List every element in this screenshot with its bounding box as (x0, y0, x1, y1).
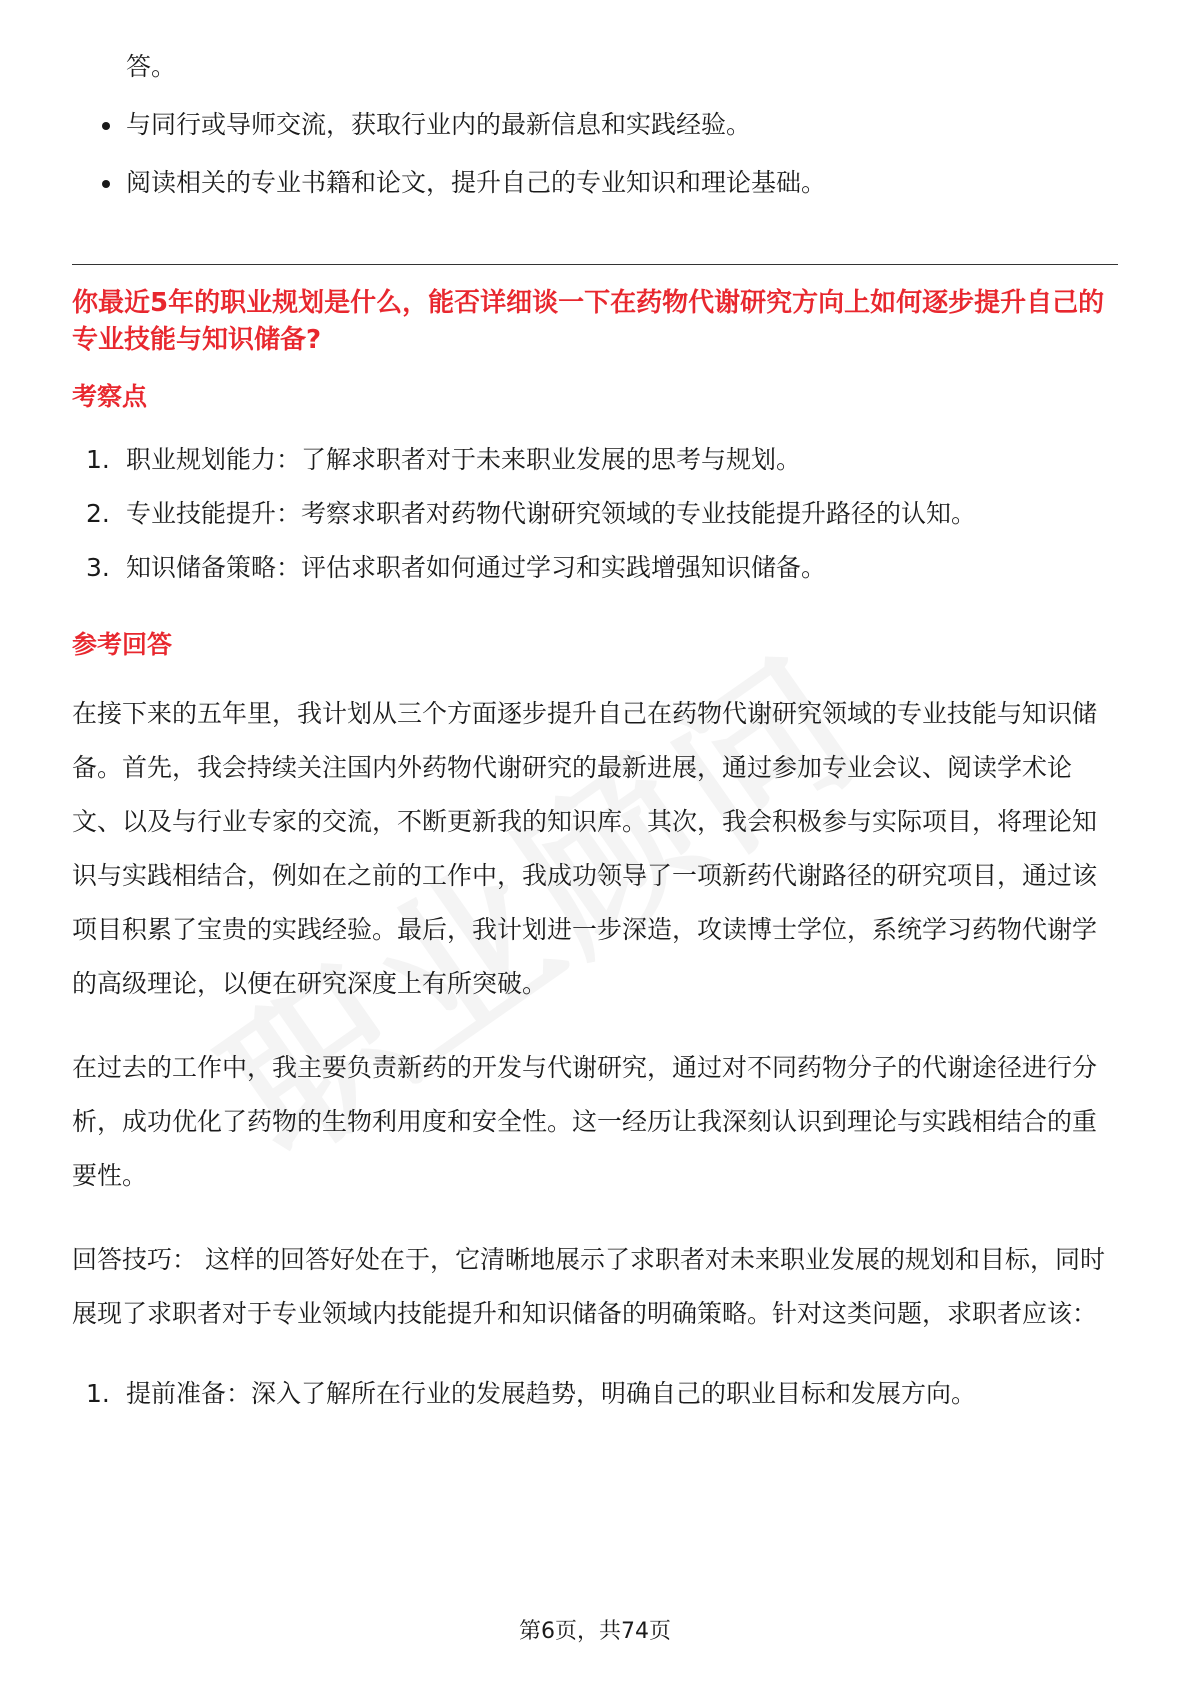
tip-text: 提前准备：深入了解所在行业的发展趋势，明确自己的职业目标和发展方向。 (126, 1379, 977, 1408)
continued-text: 答。 (126, 52, 177, 81)
point-number: 2. (86, 499, 110, 528)
bullet-item: 与同行或导师交流，获取行业内的最新信息和实践经验。 (72, 96, 1118, 154)
points-title: 考察点 (72, 382, 148, 411)
point-text: 职业规划能力：了解求职者对于未来职业发展的思考与规划。 (126, 445, 802, 474)
point-item (72, 433, 1118, 487)
point-item (72, 541, 1118, 595)
point-number: 1. (86, 445, 110, 474)
section-divider (72, 264, 1118, 265)
answer-paragraph: 在过去的工作中，我主要负责新药的开发与代谢研究，通过对不同药物分子的代谢途径进行分析，成功优化了药物的生物利用度和安全性。这一经历让我深刻认识到理论与实践相结合的重要性。 (72, 1053, 1098, 1190)
tip-number: 1. (86, 1379, 110, 1408)
bullet-list (72, 96, 1118, 212)
content (72, 38, 1118, 1421)
point-text: 专业技能提升：考察求职者对药物代谢研究领域的专业技能提升路径的认知。 (126, 499, 977, 528)
point-item (72, 487, 1118, 541)
point-number: 3. (86, 553, 110, 582)
page-footer: 第6页，共74页 (519, 1619, 671, 1644)
answer-paragraph: 在接下来的五年里，我计划从三个方面逐步提升自己在药物代谢研究领域的专业技能与知识储备。首先，我会持续关注国内外药物代谢研究的最新进展，通过参加专业会议、阅读学术论文、以及与行业专家的交流，不断更新我的知识库。其次，我会积极参与实际项目，将理论知识与实践相结合，例如在之前的工作中，我成功领导了一项新药代谢路径的研究项目，通过该项目积累了宝贵的实践经验。最后，我计划进一步深造，攻读博士学位，系统学习药物代谢学的高级理论，以便在研究深度上有所突破。 (72, 699, 1098, 998)
point-text: 知识储备策略：评估求职者如何通过学习和实践增强知识储备。 (126, 553, 827, 582)
points-list (72, 433, 1118, 595)
question-heading: 你最近5年的职业规划是什么，能否详细谈一下在药物代谢研究方向上如何逐步提升自己的专业技能与知识储备? (72, 288, 1105, 355)
tips-intro: 回答技巧： 这样的回答好处在于，它清晰地展示了求职者对未来职业发展的规划和目标，同时展现了求职者对于专业领域内技能提升和知识储备的明确策略。针对这类问题，求职者应该： (72, 1245, 1105, 1328)
tips-list (72, 1367, 1118, 1421)
tip-item (72, 1367, 1118, 1421)
bullet-item: 阅读相关的专业书籍和论文，提升自己的专业知识和理论基础。 (72, 154, 1118, 212)
answer-title: 参考回答 (72, 630, 173, 659)
